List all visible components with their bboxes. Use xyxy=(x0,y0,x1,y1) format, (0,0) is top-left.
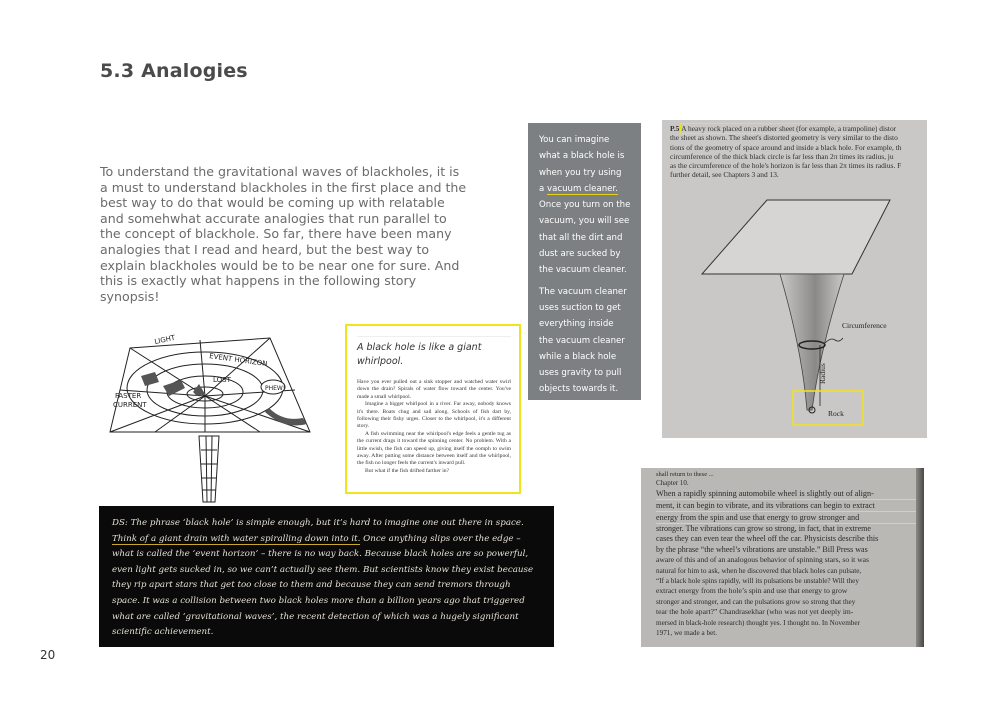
label-faster: FASTER xyxy=(115,392,142,400)
underlined-phrase: Think of a giant drain with water spiralling down into it. xyxy=(112,533,361,544)
callout-line: objects towards it. xyxy=(539,384,619,395)
callout-line: when you try using xyxy=(539,167,622,178)
callout-line: Once you turn on the xyxy=(539,200,631,211)
quote-line: even light gets sucked in, so we can’t actually see them. But scientists know they exist because xyxy=(112,564,534,575)
quote-line: scientific achievement. xyxy=(112,627,214,638)
excerpt-paragraph: But what if the fish drifted farther in? xyxy=(365,467,450,474)
vacuum-analogy-callout xyxy=(528,123,641,400)
quote-line xyxy=(112,532,546,548)
label-radius: Radius xyxy=(818,363,827,384)
book-line: “If a black hole spins rapidly, will its pulsations be unstable? Will they xyxy=(656,576,859,585)
book-line-highlighted: When a rapidly spinning automobile wheel is slightly out of align- xyxy=(656,488,924,500)
book-line: extract energy from the hole’s spin and use that energy to grow xyxy=(656,586,848,596)
callout-line: the vacuum cleaner xyxy=(539,335,625,346)
label-phew: PHEW! xyxy=(265,385,286,392)
callout-line: uses suction to get xyxy=(539,302,621,313)
book-line: tear the hole apart?” Chandrasekhar (who was not yet deeply im- xyxy=(656,607,854,617)
callout-line: that all the dirt and xyxy=(539,232,623,243)
book-line: 1971, we made a bet. xyxy=(656,628,718,637)
book-line: cases they can even tear the wheel off the car. Physicists describe this xyxy=(656,534,879,544)
callout-line: while a black hole xyxy=(539,351,617,362)
book-excerpt xyxy=(345,324,521,494)
callout-line: vacuum, you will see xyxy=(539,216,630,227)
callout-line: uses gravity to pull xyxy=(539,368,622,379)
book-line: stronger. The vibrations can grow so strong, in fact, that in extreme xyxy=(656,524,871,533)
label-event-horizon: EVENT HORIZON xyxy=(208,352,268,369)
quote-line: DS: The phrase ‘black hole’ is simple enough, but it’s hard to imagine one out there in space. xyxy=(112,518,524,528)
callout-line: the vacuum cleaner. xyxy=(539,265,627,276)
page-number: 20 xyxy=(40,648,56,662)
callout-text: a xyxy=(539,183,547,194)
wheel-analogy-photo xyxy=(641,468,924,647)
caption-line: further detail, see Chapters 3 and 13. xyxy=(670,170,779,180)
book-line: Chapter 10. xyxy=(656,479,689,487)
photo-book-text xyxy=(656,470,924,638)
quote-line: what is called the ‘event horizon’ – there is no way back. Because black holes are so powerful, xyxy=(112,549,529,560)
highlighted-phrase: vacuum cleaner. xyxy=(547,183,618,194)
callout-line-highlighted xyxy=(539,181,635,197)
rubber-sheet-photo xyxy=(662,120,927,438)
callout-line: everything inside xyxy=(539,319,614,330)
section-title: 5.3 Analogies xyxy=(100,60,248,82)
excerpt-paragraph: Have you ever pulled out a sink stopper and watched water swirl down the drain? Spirals of water flow toward the center. You've made a small whirlpool. xyxy=(357,379,511,400)
caption-line: the sheet as shown. The sheet's distorted geometry is very similar to the disto xyxy=(670,133,898,143)
book-line-highlighted: energy from the spin and use that energy to grow stronger and xyxy=(656,512,924,524)
quote-line: what are called ‘gravitational waves’, the recent detection of which was a hugely significant xyxy=(112,611,519,622)
book-line: natural for him to ask, when he discovered that black holes can pulsate, xyxy=(656,566,862,575)
intro-paragraph: To understand the gravitational waves of blackholes, it is a must to understand blackholes in the first place and the best way to do that would be coming up with relatable and somehwhat accurate analogies that run parallel to the concept of blackhole. So far, there have been many analogies that I read and heard, but the best way to explain blackholes would be to be near one for sure. And this is exactly what happens in the following story synopsis! xyxy=(100,164,467,304)
label-current: CURRENT xyxy=(113,401,147,409)
callout-line: dust are sucked by xyxy=(539,249,621,260)
excerpt-paragraph: Imagine a bigger whirlpool in a river. Far away, nobody knows it's there. Boats chug and sail along. Schools of fish dart by, following their fishy urges. Closer to the whirlpool, it's a different story. xyxy=(357,401,511,430)
ds-quote-box xyxy=(99,506,554,647)
caption-line: tions of the geometry of space around and inside a black hole. For example, th xyxy=(670,142,902,152)
book-spine-shadow xyxy=(916,468,924,647)
quote-text: Once anything slips over the edge – xyxy=(360,533,521,544)
label-lost: LOST xyxy=(213,376,231,384)
label-circumference: Circumference xyxy=(842,321,887,330)
quote-line: they rip apart stars that get too close to them and because they can send tremors through xyxy=(112,580,511,591)
whirlpool-illustration xyxy=(105,330,327,505)
rubber-sheet-diagram xyxy=(662,120,927,438)
highlighted-phrase: A heavy rock placed on a rubber sheet (for example, a trampoline) xyxy=(681,124,878,133)
book-line: by the phrase “the wheel’s vibrations are unstable.” Bill Press was xyxy=(656,544,868,554)
label-rock: Rock xyxy=(828,409,844,418)
rock-highlight-box xyxy=(793,391,863,425)
callout-line: what a black hole is xyxy=(539,151,625,162)
book-line: mersed in black-hole research) thought yes. I thought no. In November xyxy=(656,618,860,627)
callout-line: You can imagine xyxy=(539,135,610,145)
label-light: LIGHT xyxy=(153,333,176,346)
book-line-highlighted: ment, it can begin to vibrate, and its vibrations can begin to extract xyxy=(656,500,924,512)
caption-line: as the circumference of the hole's horizon is far less than 2π times its radius. F xyxy=(670,161,902,171)
excerpt-title: A black hole is like a giant whirlpool. xyxy=(357,342,482,367)
caption-line: circumference of the thick black circle is far less than 2π times its radius, ju xyxy=(670,151,894,161)
book-line: aware of this and of an analogous behavior of spinning stars, so it was xyxy=(656,555,869,565)
book-line: shall return to these ... xyxy=(656,471,714,478)
excerpt-paragraph: A fish swimming near the whirlpool's edge feels a gentle tug as the current drags it toward the spinning center. No problem. With a little swish, the fish can speed up, giving itself the oomph to swim away. After putting some distance between itself and the whirlpool, the fish no longer feels the current's inward pull. xyxy=(357,430,511,467)
divider xyxy=(357,336,511,337)
figure-number: P.5 xyxy=(670,124,682,133)
caption-text: distor xyxy=(877,124,897,133)
quote-line: space. It was a collision between two black holes more than a billion years ago that triggered xyxy=(112,595,525,606)
book-line: stronger and stronger, and can the pulsations grow so strong that they xyxy=(656,597,856,606)
callout-line: The vacuum cleaner xyxy=(539,286,627,297)
